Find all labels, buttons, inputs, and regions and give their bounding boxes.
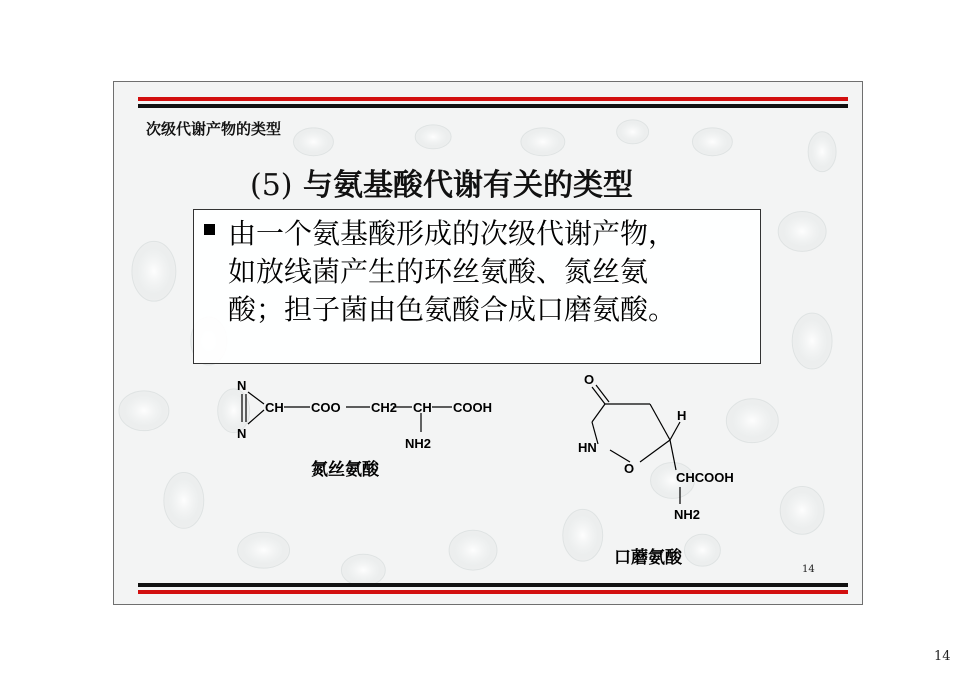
atom-n-bottom: N <box>237 426 247 441</box>
body-line: 由一个氨基酸形成的次级代谢产物， <box>228 217 677 250</box>
page-number: 14 <box>934 649 951 664</box>
body-line: 如放线菌产生的环丝氨酸、氮丝氨 <box>228 255 649 288</box>
slide <box>113 81 863 605</box>
structures <box>114 82 863 605</box>
atom-hn: HN <box>578 440 597 455</box>
atom-h: H <box>677 408 687 423</box>
atom-chcooh: CHCOOH <box>676 470 734 485</box>
title-text: 与氨基酸代谢有关的类型 <box>302 168 633 203</box>
body-line: 酸；担子菌由色氨酸合成口磨氨酸。 <box>228 293 677 326</box>
atom-nh2-right: NH2 <box>674 507 701 522</box>
atom-coo: COO <box>311 400 341 415</box>
slide-number: 14 <box>802 564 815 575</box>
section-label: 次级代谢产物的类型 <box>146 120 282 138</box>
atom-o-carbonyl: O <box>584 372 595 387</box>
atom-nh2: NH2 <box>405 436 432 451</box>
atom-ch-center: CH <box>413 400 432 415</box>
title-number: (5) <box>250 168 293 203</box>
atom-ch2: CH2 <box>371 400 398 415</box>
atom-o-ring: O <box>624 461 635 476</box>
atom-cooh: COOH <box>453 400 492 415</box>
atom-ch: CH <box>265 400 284 415</box>
bottom-black-rule <box>138 583 848 587</box>
bottom-rule <box>138 583 848 594</box>
right-structure <box>592 385 680 504</box>
atom-n-top: N <box>237 378 247 393</box>
right-compound-name: 口蘑氨酸 <box>614 548 682 568</box>
left-compound-name: 氮丝氨酸 <box>311 460 379 480</box>
bottom-red-rule <box>138 590 848 594</box>
